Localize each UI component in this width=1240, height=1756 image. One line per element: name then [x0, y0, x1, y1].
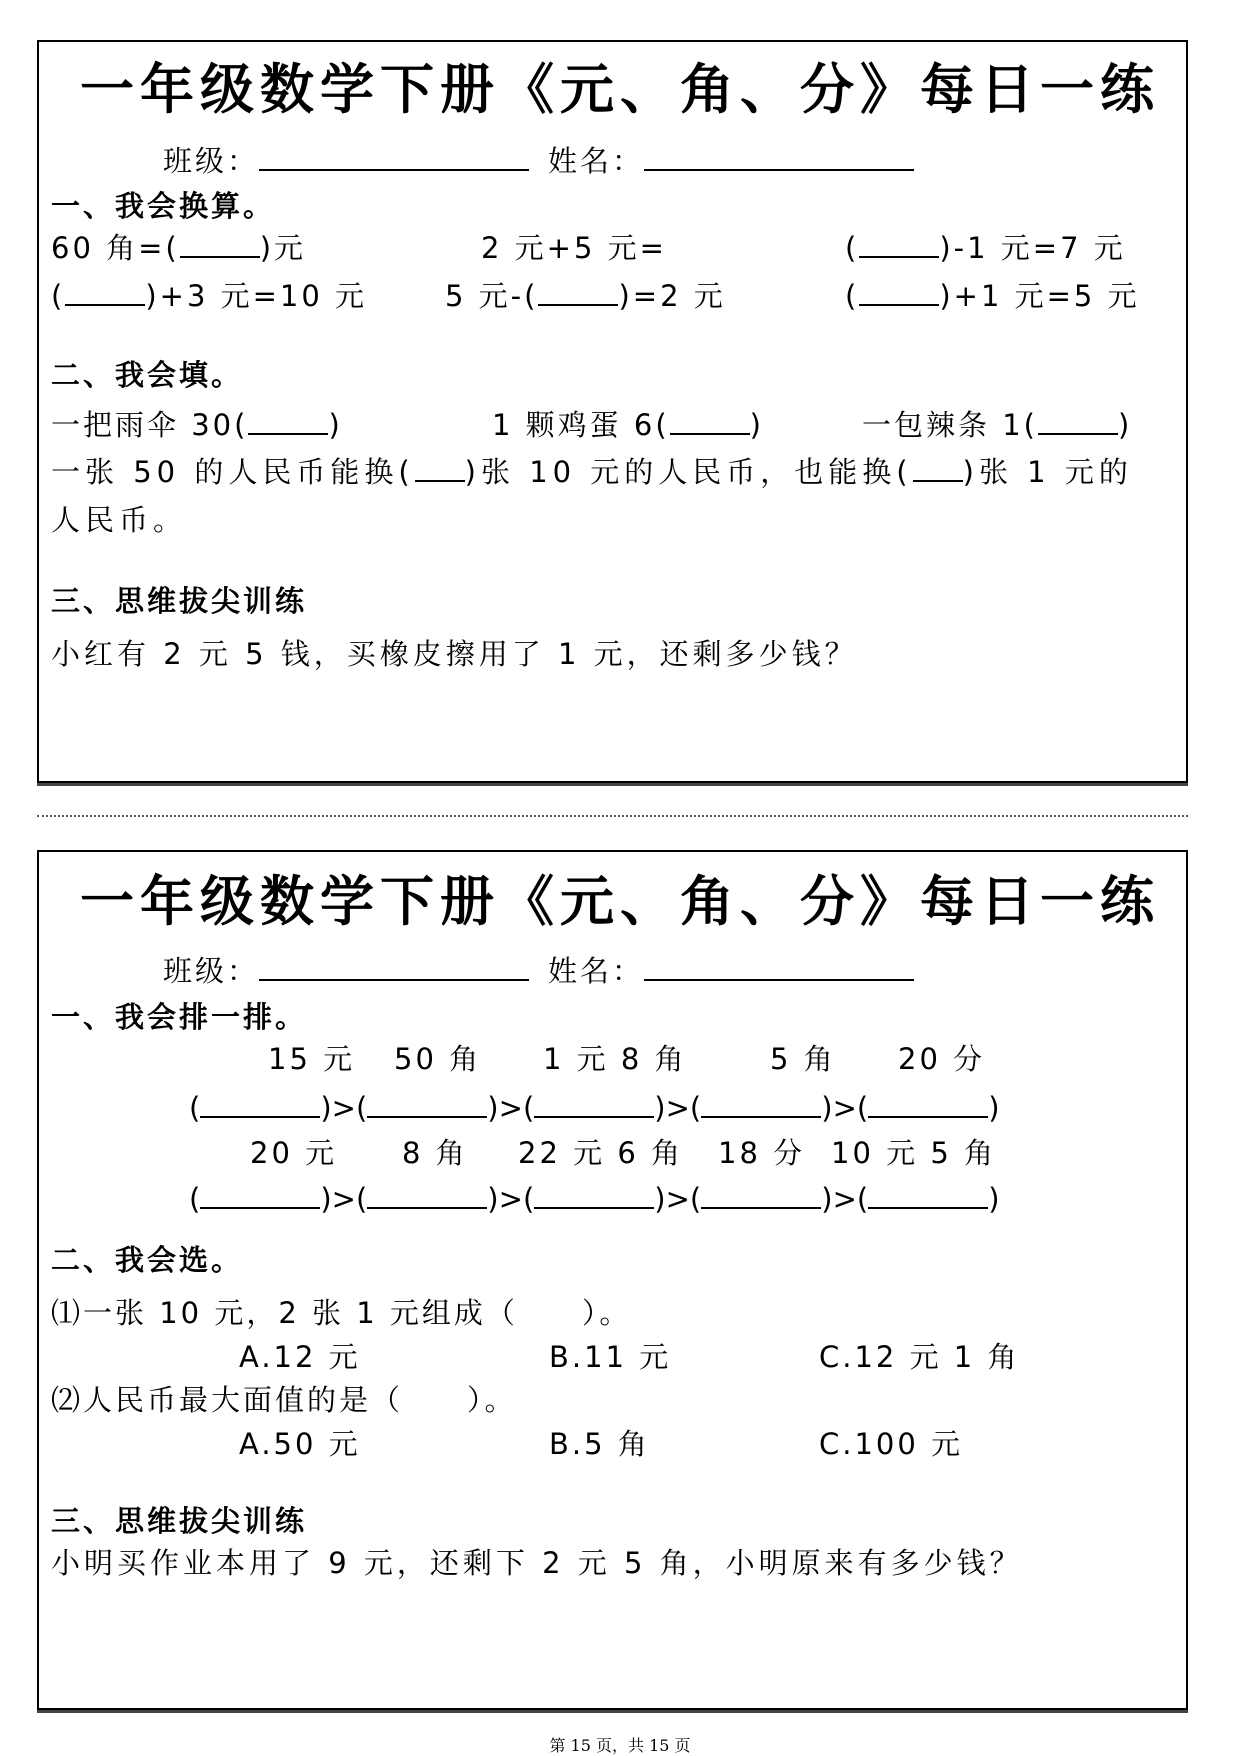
conversion-item[interactable]: 2 元+5 元=: [481, 231, 667, 265]
money-value: 15 元: [268, 1042, 356, 1076]
cut-line: [37, 815, 1188, 817]
word-problem: 小明买作业本用了 9 元，还剩下 2 元 5 角，小明原来有多少钱？: [51, 1546, 1023, 1580]
money-value: 1 元 8 角: [543, 1042, 687, 1076]
exchange-question-cont: 人民币。: [51, 503, 188, 537]
word-problem: 小红有 2 元 5 钱，买橡皮擦用了 1 元，还剩多少钱？: [51, 637, 858, 671]
option-b[interactable]: B.5 角: [549, 1427, 650, 1461]
section-heading: 二、我会填。: [51, 358, 244, 392]
exchange-question[interactable]: 一张 50 的人民币能换( )张 10 元的人民币，也能换( )张 1 元的: [51, 455, 1133, 489]
class-label: 班级：: [163, 954, 260, 988]
section-heading: 一、我会排一排。: [51, 1000, 308, 1034]
money-value: 18 分: [718, 1136, 806, 1170]
section-heading: 一、我会换算。: [51, 189, 276, 223]
money-value: 10 元 5 角: [831, 1136, 997, 1170]
money-value: 8 角: [402, 1136, 468, 1170]
conversion-item[interactable]: ( )+1 元=5 元: [845, 279, 1140, 313]
money-value: 22 元 6 角: [518, 1136, 684, 1170]
class-label: 班级：: [163, 144, 260, 178]
option-a[interactable]: A.12 元: [239, 1340, 361, 1374]
choice-question: ⑵人民币最大面值的是（ ）。: [51, 1383, 517, 1417]
option-c[interactable]: C.100 元: [819, 1427, 964, 1461]
money-value: 20 元: [250, 1136, 338, 1170]
order-blanks[interactable]: ( )>( )>( )>( )>( ): [189, 1091, 1000, 1125]
worksheet-title: 一年级数学下册《元、角、分》每日一练: [80, 870, 1160, 933]
section-heading: 三、思维拔尖训练: [51, 584, 308, 618]
money-value: 20 分: [898, 1042, 986, 1076]
choice-question: ⑴一张 10 元，2 张 1 元组成（ ）。: [51, 1296, 632, 1330]
worksheet-title: 一年级数学下册《元、角、分》每日一练: [80, 58, 1160, 121]
conversion-item[interactable]: ( )-1 元=7 元: [845, 231, 1126, 265]
class-field[interactable]: [163, 141, 529, 181]
section-heading: 三、思维拔尖训练: [51, 1504, 308, 1538]
fill-item[interactable]: 一包辣条 1( ): [862, 408, 1133, 442]
fill-item[interactable]: 1 颗鸡蛋 6( ): [492, 408, 764, 442]
money-value: 5 角: [770, 1042, 836, 1076]
option-b[interactable]: B.11 元: [549, 1340, 672, 1374]
option-c[interactable]: C.12 元 1 角: [819, 1340, 1020, 1374]
conversion-item[interactable]: ( )+3 元=10 元: [51, 279, 368, 313]
name-label: 姓名：: [548, 954, 645, 988]
option-a[interactable]: A.50 元: [239, 1427, 361, 1461]
page-number: 第 15 页，共 15 页: [549, 1736, 691, 1755]
fill-item[interactable]: 一把雨伞 30( ): [51, 408, 343, 442]
conversion-item[interactable]: 60 角=( )元: [51, 231, 307, 265]
name-label: 姓名：: [548, 144, 645, 178]
section-heading: 二、我会选。: [51, 1243, 244, 1277]
money-value: 50 角: [394, 1042, 482, 1076]
name-field[interactable]: [548, 951, 914, 991]
order-blanks[interactable]: ( )>( )>( )>( )>( ): [189, 1182, 1000, 1216]
name-field[interactable]: [548, 141, 914, 181]
class-field[interactable]: [163, 951, 529, 991]
conversion-item[interactable]: 5 元-( )=2 元: [445, 279, 726, 313]
